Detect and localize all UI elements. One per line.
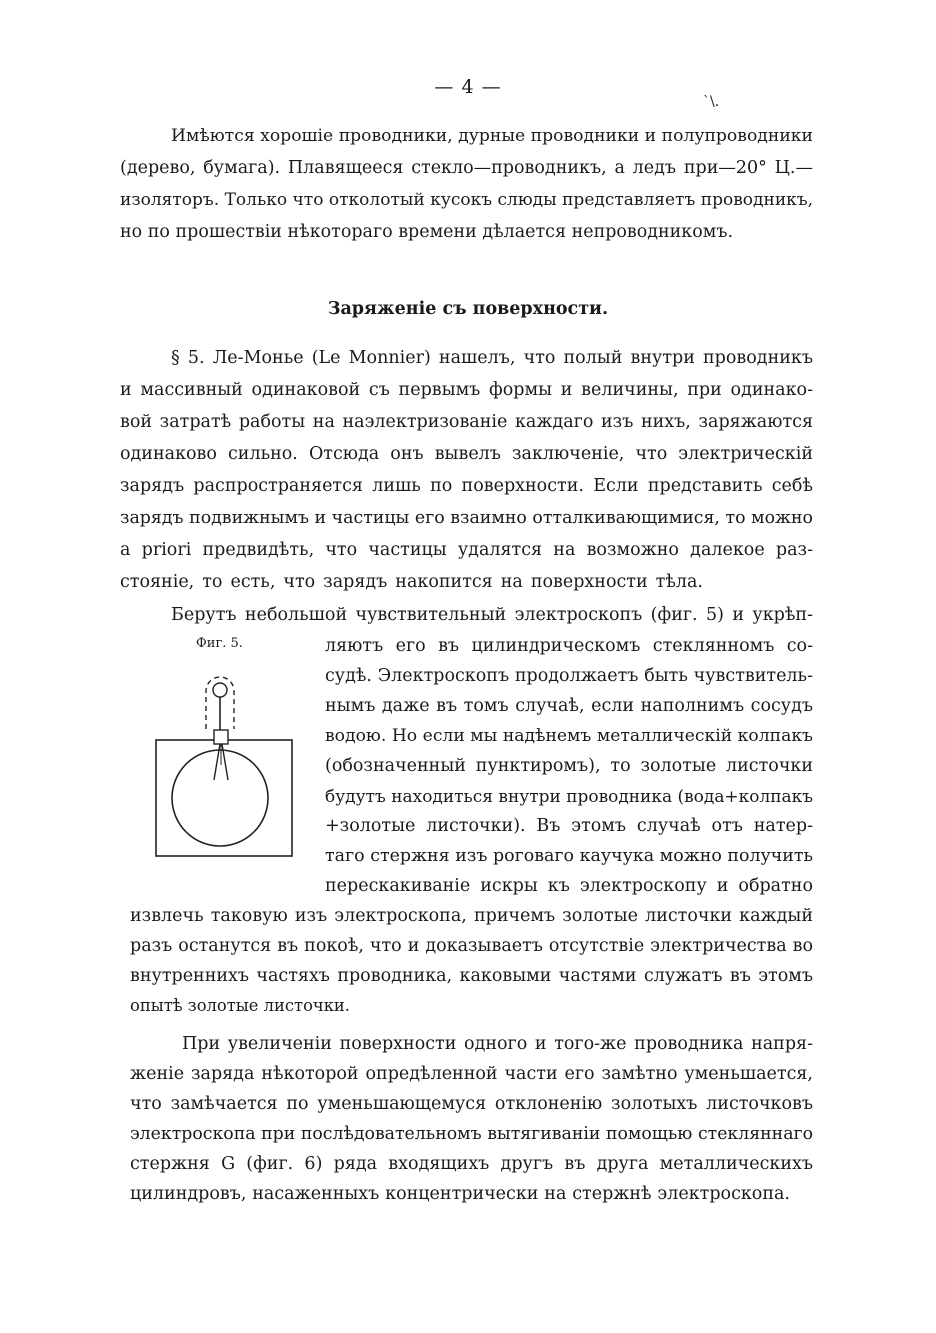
text-line: вой затратѣ работы на наэлектризованіе каждаго изъ нихъ, заряжаются [120, 412, 813, 432]
text-line: извлечь таковую изъ электроскопа, причемъ золотые листочки каждый [130, 906, 813, 926]
text-line: стержня G (фиг. 6) ряда входящихъ другъ въ друга металлическихъ [130, 1154, 813, 1174]
text-line: Берутъ небольшой чувствительный электроскопъ (фиг. 5) и укрѣп- [171, 605, 813, 625]
text-line: a priori предвидѣть, что частицы удалятся на возможно далекое раз- [120, 540, 813, 560]
text-line: но по прошествіи нѣкотораго времени дѣлается непроводникомъ. [120, 222, 733, 242]
stopper [214, 730, 228, 744]
text-line: +золотые листочки). Въ этомъ случаѣ отъ натер- [325, 816, 813, 836]
text-line: внутреннихъ частяхъ проводника, каковыми частями служатъ въ этомъ [130, 966, 813, 986]
figure-caption: Фиг. 5. [196, 636, 243, 651]
electroscope-figure [150, 665, 298, 861]
text-line: что замѣчается по уменьшающемуся отклоненію золотыхъ листочковъ [130, 1094, 813, 1114]
text-line: При увеличеніи поверхности одного и того-же проводника напря- [182, 1034, 813, 1054]
text-line: изоляторъ. Только что отколотый кусокъ слюды представляетъ проводникъ, [120, 190, 813, 210]
text-line: разъ останутся въ покоѣ, что и доказываетъ отсутствіе электричества во [130, 936, 813, 956]
text-line: зарядъ подвижнымъ и частицы его взаимно отталкивающимися, то можно [120, 508, 813, 528]
text-line: и массивный одинаковой съ первымъ формы и величины, при одинако- [120, 380, 813, 400]
text-line: (обозначенный пунктиромъ), то золотые листочки [325, 756, 813, 776]
text-line: судѣ. Электроскопъ продолжаетъ быть чувствитель- [325, 666, 813, 686]
electroscope-knob [213, 683, 227, 697]
text-line: опытѣ золотые листочки. [130, 996, 350, 1015]
text-line: (дерево, бумага). Плавящееся стекло—проводникъ, а ледъ при—20° Ц.— [120, 158, 813, 178]
electroscope-sphere [172, 750, 268, 846]
text-line: будутъ находиться внутри проводника (вода+колпакъ [325, 786, 813, 806]
text-line: электроскопа при послѣдовательномъ вытягиваніи помощью стекляннаго [130, 1124, 813, 1144]
section-heading: Заряженіе съ поверхности. [327, 299, 609, 319]
text-line: зарядъ распространяется лишь по поверхности. Если представить себѣ [120, 476, 813, 496]
text-line: женіе заряда нѣкоторой опредѣленной части его замѣтно уменьшается, [130, 1064, 813, 1084]
print-speck: `\. [703, 94, 720, 110]
page-number: — 4 — [434, 76, 502, 98]
text-line: ляютъ его въ цилиндрическомъ стеклянномъ со- [325, 636, 813, 656]
text-line: одинаково сильно. Отсюда онъ вывелъ заключеніе, что электрическій [120, 444, 813, 464]
gold-leaf-right [222, 744, 228, 780]
text-line: таго стержня изъ роговаго каучука можно получить [325, 846, 813, 866]
text-line: цилиндровъ, насаженныхъ концентрически на стержнѣ электроскопа. [130, 1184, 790, 1204]
text-line: водою. Но если мы надѣнемъ металлическій колпакъ [325, 726, 813, 746]
text-line: нымъ даже въ томъ случаѣ, если наполнимъ сосудъ [325, 696, 813, 716]
text-line: Имѣются хорошіе проводники, дурные проводники и полупроводники [171, 126, 813, 146]
text-line: § 5. Ле-Монье (Le Monnier) нашелъ, что полый внутри проводникъ [171, 348, 813, 368]
text-line: стояніе, то есть, что зарядъ накопится на поверхности тѣла. [120, 572, 703, 592]
text-line: перескакиваніе искры къ электроскопу и обратно [325, 876, 813, 896]
